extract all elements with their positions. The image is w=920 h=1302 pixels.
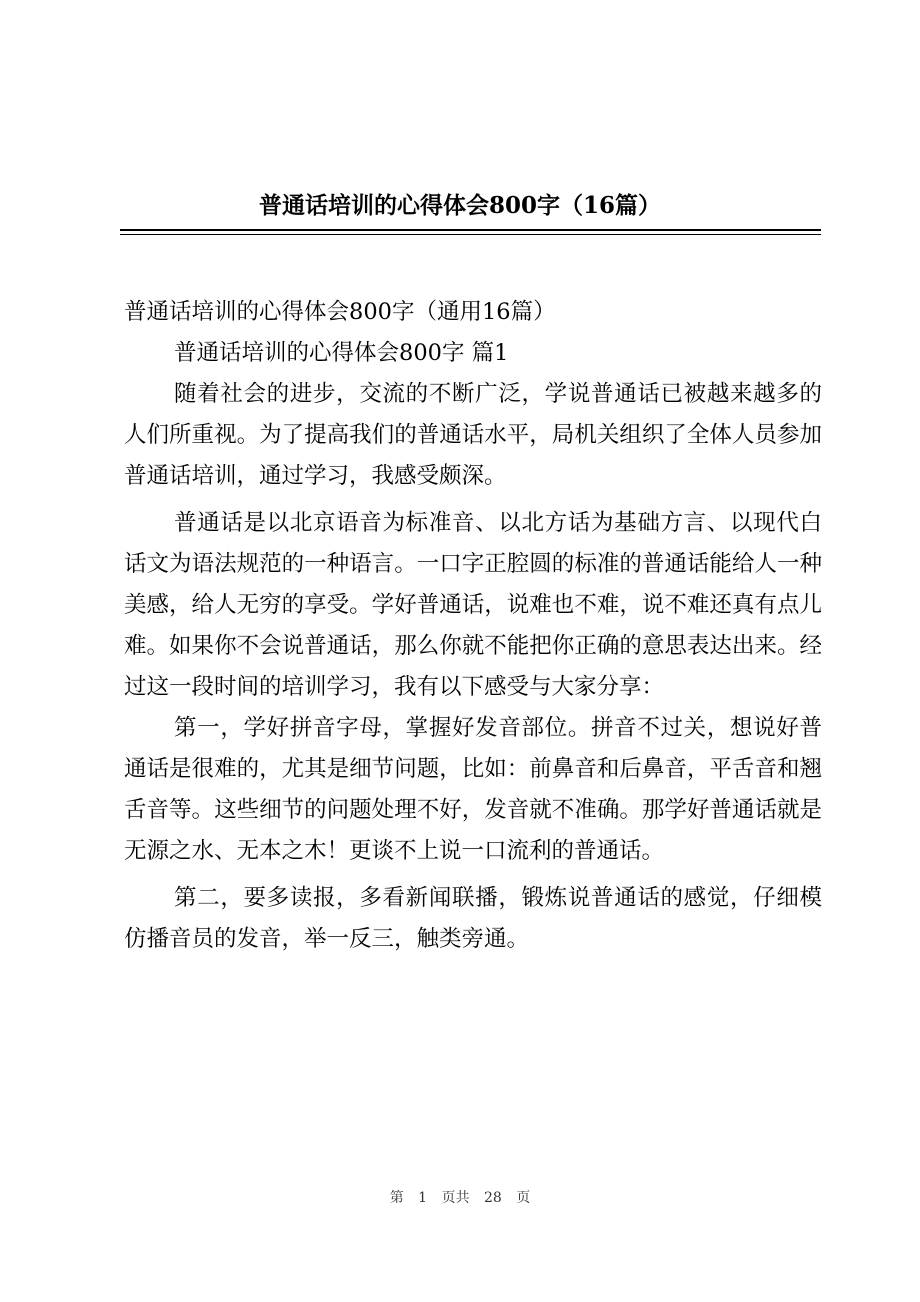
body-paragraph: 随着社会的进步，交流的不断广泛，学说普通话已被越来越多的人们所重视。为了提高我们的普通话水平，局机关组织了全体人员参加普通话培训，通过学习，我感受颇深。 (124, 381, 822, 489)
document-subtitle: 普通话培训的心得体会800字（通用16篇） (124, 299, 556, 325)
document-body (124, 292, 822, 960)
section-heading: 普通话培训的心得体会800字 篇1 (174, 340, 509, 366)
title-rule-thick (120, 229, 821, 231)
page-number-footer: 第 1 页共 28 页 (389, 1190, 531, 1206)
body-paragraph: 普通话是以北京语音为标准音、以北方话为基础方言、以现代白话文为语法规范的一种语言。一口字正腔圆的标准的普通话能给人一种美感，给人无穷的享受。学好普通话，说难也不难，说不难还真有点儿难。如果你不会说普通话，那么你就不能把你正确的意思表达出来。经过这一段时间的培训学习，我有以下感受与大家分享： (124, 510, 822, 700)
body-paragraph: 第二，要多读报，多看新闻联播，锻炼说普通话的感觉，仔细模仿播音员的发音，举一反三，触类旁通。 (124, 885, 822, 952)
title-rule-thin (120, 234, 821, 235)
page-title: 普通话培训的心得体会800字（16篇） (258, 192, 662, 219)
body-paragraph: 第一，学好拼音字母，掌握好发音部位。拼音不过关，想说好普通话是很难的，尤其是细节问题，比如：前鼻音和后鼻音，平舌音和翘舌音等。这些细节的问题处理不好，发音就不准确。那学好普通话就是无源之水、无本之木！更谈不上说一口流利的普通话。 (124, 715, 822, 864)
